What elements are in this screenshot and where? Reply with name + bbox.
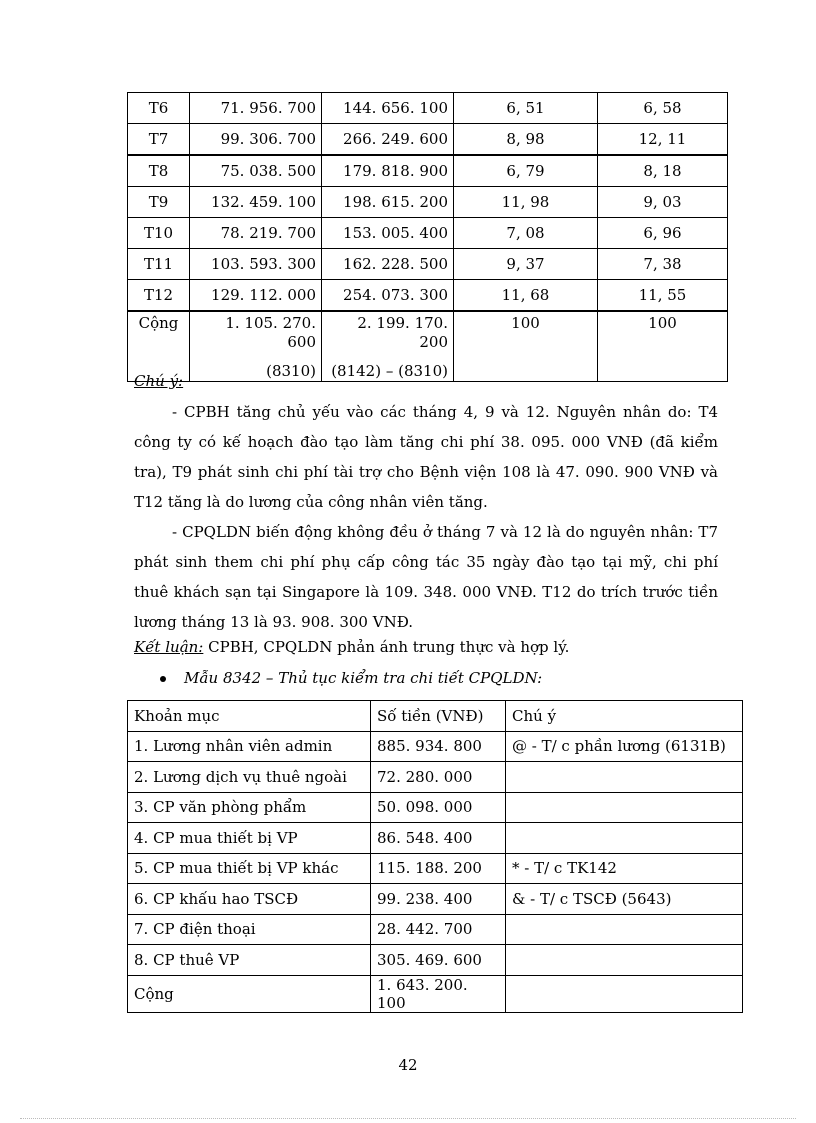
cell-item: 1. Lương nhân viên admin bbox=[128, 731, 371, 762]
cell-sales-expense: 129. 112. 000 bbox=[190, 280, 322, 312]
page-bottom-rule bbox=[20, 1118, 796, 1119]
cell-item: 8. CP thuê VP bbox=[128, 945, 371, 976]
cell-sales-expense: 132. 459. 100 bbox=[190, 187, 322, 218]
total-sales-value: 1. 105. 270. 600 bbox=[225, 314, 316, 351]
total-admin-expense bbox=[322, 311, 454, 382]
cell-note: @ - T/ c phần lương (6131B) bbox=[506, 731, 743, 762]
conclusion bbox=[134, 638, 569, 656]
cell-admin-expense: 198. 615. 200 bbox=[322, 187, 454, 218]
cell-item: 4. CP mua thiết bị VP bbox=[128, 823, 371, 854]
cell-admin-percent: 6, 96 bbox=[598, 218, 728, 249]
cell-month: T7 bbox=[128, 124, 190, 156]
total-sales-ref: (8310) bbox=[266, 362, 316, 380]
cell-sales-expense: 75. 038. 500 bbox=[190, 155, 322, 187]
table-row bbox=[128, 280, 728, 312]
cell-amount: 885. 934. 800 bbox=[371, 731, 506, 762]
cell-item: 3. CP văn phòng phẩm bbox=[128, 792, 371, 823]
note-paragraph-admin-rest: phát sinh them chi phí phụ cấp công tác 35 ngày đào tạo tại mỹ, chi phí thuê khách sạn tại Singapore là 109. 348. 000 VNĐ. T12 do trích trước tiền lương tháng 13 là 93. 908. 300 VNĐ. bbox=[134, 553, 718, 631]
cell-admin-expense: 153. 005. 400 bbox=[322, 218, 454, 249]
cell-sales-percent: 8, 98 bbox=[454, 124, 598, 156]
table-row bbox=[128, 124, 728, 156]
cell-note bbox=[506, 762, 743, 793]
cell-amount: 99. 238. 400 bbox=[371, 884, 506, 915]
cell-admin-expense: 179. 818. 900 bbox=[322, 155, 454, 187]
cell-admin-percent: 12, 11 bbox=[598, 124, 728, 156]
cell-sales-expense: 78. 219. 700 bbox=[190, 218, 322, 249]
note-paragraph-admin bbox=[134, 517, 718, 637]
table-row bbox=[128, 945, 743, 976]
cell-sales-percent: 11, 68 bbox=[454, 280, 598, 312]
cell-admin-percent: 6, 58 bbox=[598, 93, 728, 124]
cell-note bbox=[506, 945, 743, 976]
table-row bbox=[128, 792, 743, 823]
table-row bbox=[128, 155, 728, 187]
detail-table-body bbox=[128, 701, 743, 1013]
cell-amount: 115. 188. 200 bbox=[371, 853, 506, 884]
table-row bbox=[128, 914, 743, 945]
cell-note bbox=[506, 975, 743, 1012]
detail-expense-table bbox=[127, 700, 743, 1013]
cell-sales-expense: 71. 956. 700 bbox=[190, 93, 322, 124]
cell-admin-percent: 11, 55 bbox=[598, 280, 728, 312]
cell-admin-expense: 144. 656. 100 bbox=[322, 93, 454, 124]
note-paragraph-sales-first: - CPBH tăng chủ yếu vào các tháng 4, 9 và 12. Nguyên nhân do: T4 công ty bbox=[134, 403, 718, 451]
table-row bbox=[128, 823, 743, 854]
total-label: Cộng bbox=[128, 311, 190, 382]
header-item: Khoản mục bbox=[128, 701, 371, 732]
monthly-total-row bbox=[128, 311, 728, 382]
table-row bbox=[128, 218, 728, 249]
header-note: Chú ý bbox=[506, 701, 743, 732]
cell-item: 5. CP mua thiết bị VP khác bbox=[128, 853, 371, 884]
cell-admin-percent: 7, 38 bbox=[598, 249, 728, 280]
cell-admin-expense: 254. 073. 300 bbox=[322, 280, 454, 312]
cell-note bbox=[506, 823, 743, 854]
total-admin-value: 2. 199. 170. 200 bbox=[357, 314, 448, 351]
cell-month: T6 bbox=[128, 93, 190, 124]
note-title: Chú ý: bbox=[134, 372, 184, 390]
cell-admin-percent: 8, 18 bbox=[598, 155, 728, 187]
note-paragraph-sales bbox=[134, 397, 718, 517]
header-amount: Số tiền (VNĐ) bbox=[371, 701, 506, 732]
conclusion-text: CPBH, CPQLDN phản ánh trung thực và hợp lý. bbox=[203, 638, 570, 656]
cell-sales-expense: 103. 593. 300 bbox=[190, 249, 322, 280]
table-row bbox=[128, 762, 743, 793]
table-row bbox=[128, 975, 743, 1012]
total-admin-ref: (8142) – (8310) bbox=[331, 362, 448, 380]
cell-note bbox=[506, 914, 743, 945]
cell-note bbox=[506, 792, 743, 823]
note-paragraph-admin-first: - CPQLDN biến động không đều ở tháng 7 và 12 là do nguyên nhân: T7 bbox=[172, 523, 718, 541]
bullet-icon bbox=[160, 676, 166, 682]
page-number: 42 bbox=[398, 1056, 418, 1074]
cell-amount: 50. 098. 000 bbox=[371, 792, 506, 823]
table-row bbox=[128, 187, 728, 218]
table-row bbox=[128, 731, 743, 762]
cell-note: & - T/ c TSCĐ (5643) bbox=[506, 884, 743, 915]
monthly-expense-table bbox=[127, 92, 728, 382]
table-row bbox=[128, 884, 743, 915]
cell-month: T8 bbox=[128, 155, 190, 187]
conclusion-label: Kết luận: bbox=[134, 638, 204, 656]
cell-admin-percent: 9, 03 bbox=[598, 187, 728, 218]
cell-item: 6. CP khấu hao TSCĐ bbox=[128, 884, 371, 915]
sample-heading bbox=[160, 669, 542, 687]
cell-amount: 86. 548. 400 bbox=[371, 823, 506, 854]
note-paragraph-sales-rest: có kế hoạch đào tạo làm tăng chi phí 38. 095. 000 VNĐ (đã kiểm tra), T9 phát sinh chi phí tài trợ cho Bệnh viện 108 là 47. 090. 900 VNĐ và T12 tăng là do lương của công nhân viên tăng. bbox=[134, 433, 718, 511]
cell-month: T11 bbox=[128, 249, 190, 280]
cell-amount: 1. 643. 200. 100 bbox=[371, 975, 506, 1012]
cell-sales-percent: 11, 98 bbox=[454, 187, 598, 218]
cell-item: 2. Lương dịch vụ thuê ngoài bbox=[128, 762, 371, 793]
table-row bbox=[128, 93, 728, 124]
cell-item: 7. CP điện thoại bbox=[128, 914, 371, 945]
cell-note: * - T/ c TK142 bbox=[506, 853, 743, 884]
cell-month: T12 bbox=[128, 280, 190, 312]
cell-item: Cộng bbox=[128, 975, 371, 1012]
cell-month: T9 bbox=[128, 187, 190, 218]
table-row bbox=[128, 853, 743, 884]
total-sales-percent: 100 bbox=[454, 311, 598, 382]
total-sales-expense bbox=[190, 311, 322, 382]
cell-amount: 305. 469. 600 bbox=[371, 945, 506, 976]
monthly-table-body bbox=[128, 93, 728, 312]
detail-header-row bbox=[128, 701, 743, 732]
cell-sales-percent: 7, 08 bbox=[454, 218, 598, 249]
cell-amount: 72. 280. 000 bbox=[371, 762, 506, 793]
cell-month: T10 bbox=[128, 218, 190, 249]
cell-sales-percent: 6, 79 bbox=[454, 155, 598, 187]
total-admin-percent: 100 bbox=[598, 311, 728, 382]
cell-sales-expense: 99. 306. 700 bbox=[190, 124, 322, 156]
cell-amount: 28. 442. 700 bbox=[371, 914, 506, 945]
table-row bbox=[128, 249, 728, 280]
cell-sales-percent: 6, 51 bbox=[454, 93, 598, 124]
sample-heading-text: Mẫu 8342 – Thủ tục kiểm tra chi tiết CPQLDN: bbox=[184, 669, 543, 687]
cell-sales-percent: 9, 37 bbox=[454, 249, 598, 280]
cell-admin-expense: 266. 249. 600 bbox=[322, 124, 454, 156]
cell-admin-expense: 162. 228. 500 bbox=[322, 249, 454, 280]
